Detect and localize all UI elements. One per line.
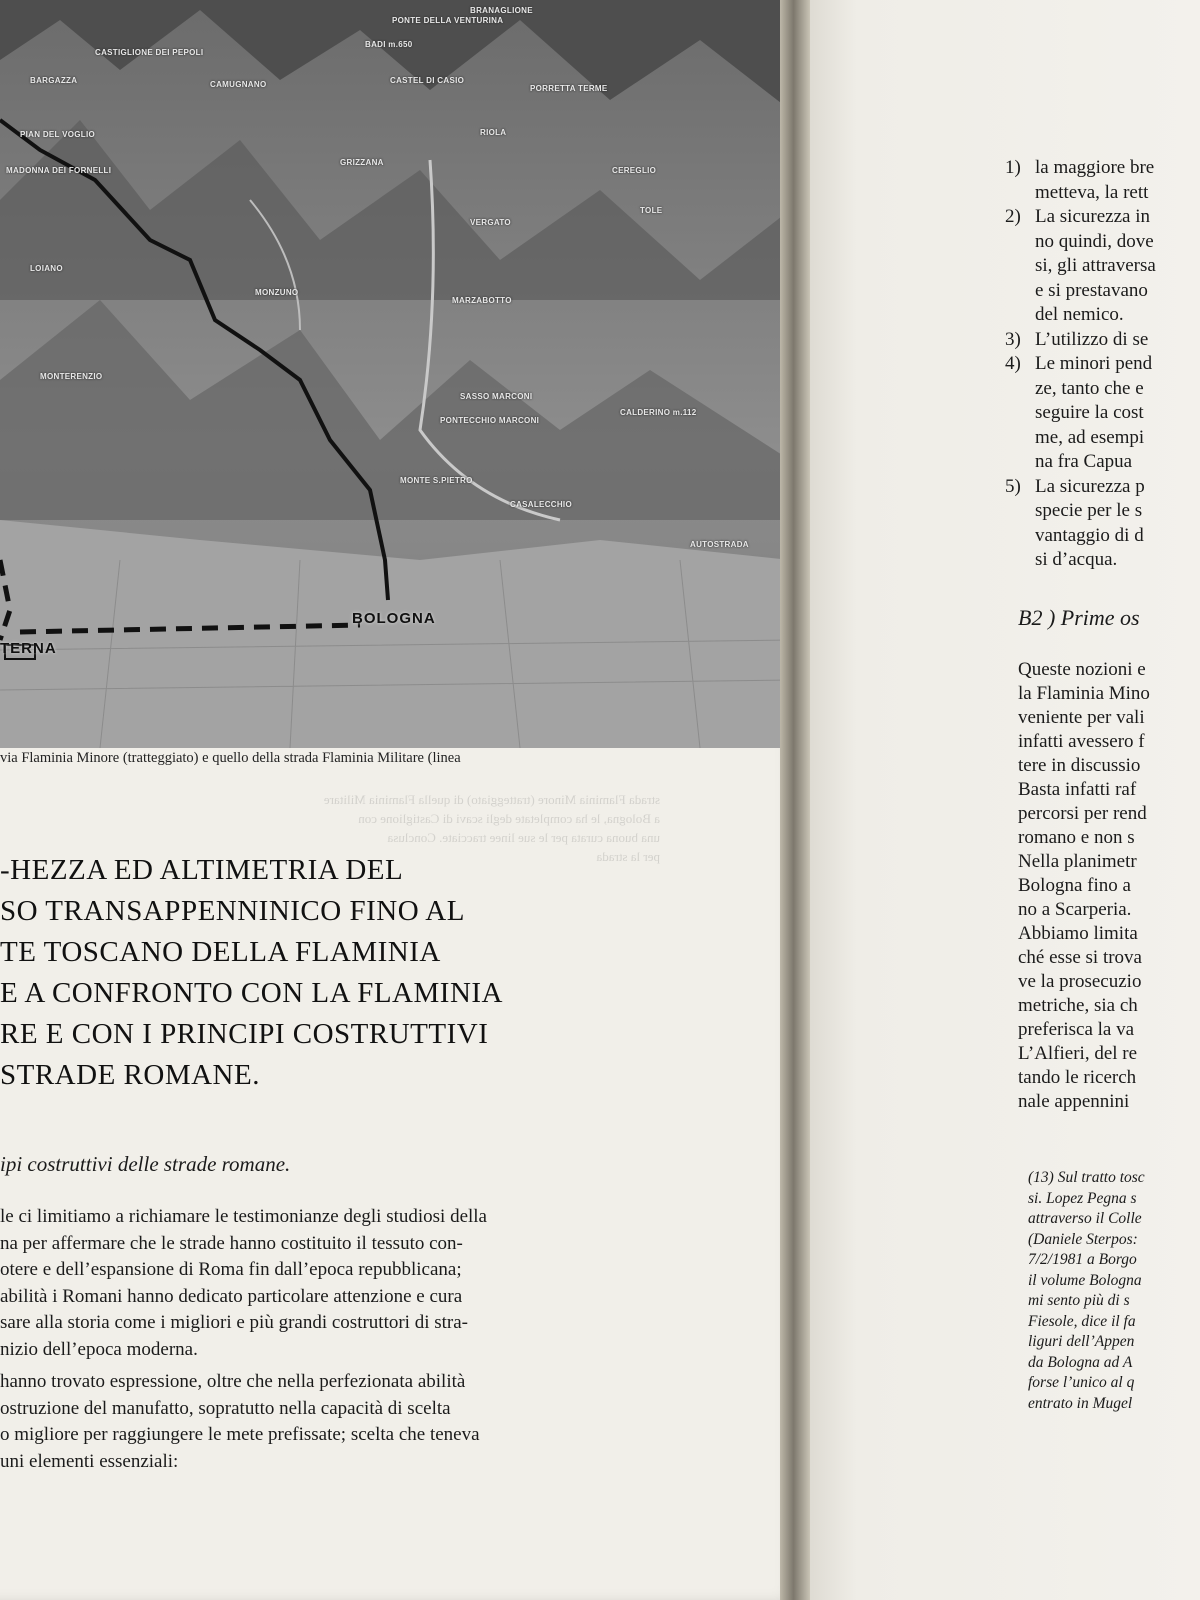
map-label: CALDERINO m.112 (620, 408, 697, 417)
list-number: 1) (1005, 157, 1021, 178)
list-item (1005, 205, 1156, 328)
footnote-line: mi sento più di s (1028, 1292, 1130, 1309)
map-label: PONTE DELLA VENTURINA (392, 16, 504, 25)
map-label: VERGATO (470, 218, 511, 227)
text-line: o migliore per raggiungere le mete prefissate; scelta che teneva (0, 1424, 480, 1445)
text-line: uni elementi essenziali: (0, 1450, 179, 1472)
list-line: vantaggio di d (1035, 524, 1144, 546)
map-label: TOLE (640, 206, 663, 215)
list-line: Le minori pend (1035, 353, 1153, 374)
list-line: L’utilizzo di se (1035, 328, 1149, 350)
text-line: Queste nozioni e (1018, 659, 1146, 680)
list-line: metteva, la rett (1035, 181, 1149, 203)
list-item (1005, 475, 1156, 573)
text-line: abilità i Romani hanno dedicato particolare attenzione e cura (0, 1285, 463, 1307)
text-line: nale appennini (1018, 1091, 1130, 1112)
heading-line: STRADE ROMANE. (0, 1059, 260, 1091)
footnote-line: forse l’unico al q (1028, 1374, 1135, 1391)
text-line: tando le ricerch (1018, 1067, 1137, 1088)
text-line: no a Scarperia. (1018, 899, 1132, 920)
text-line: metriche, sia ch (1018, 995, 1138, 1016)
right-page (810, 0, 1200, 1600)
footnote-line: il volume Bologna (1028, 1271, 1142, 1289)
text-line: Abbiamo limita (1018, 923, 1138, 944)
body-text-right (1018, 658, 1150, 1114)
text-line: Nella planimetr (1018, 851, 1137, 872)
list-item (1005, 352, 1156, 475)
list-line: La sicurezza in (1035, 206, 1150, 227)
footnote-line: (Daniele Sterpos: (1028, 1230, 1138, 1248)
map-label: PIAN DEL VOGLIO (20, 130, 96, 139)
text-line: nizio dell’epoca moderna. (0, 1338, 198, 1360)
text-line: hanno trovato espressione, oltre che nella perfezionata abilità (0, 1371, 466, 1392)
bleed-line: strada Flaminia Minore (tratteggiato) di quella Flaminia Militare (323, 792, 660, 807)
footnote-line: entrato in Mugel (1028, 1394, 1133, 1412)
text-line: preferisca la va (1018, 1019, 1135, 1040)
text-line: romano e non s (1018, 827, 1135, 848)
list-line: specie per le s (1035, 500, 1143, 521)
map-label: MONZUNO (255, 288, 299, 297)
footnote-line: si. Lopez Pegna s (1028, 1189, 1137, 1207)
section-heading (0, 850, 780, 1096)
footnote-line: liguri dell’Appen (1028, 1333, 1135, 1350)
list-line: seguire la cost (1035, 402, 1144, 423)
map-label: CASTIGLIONE DEI PEPOLI (95, 48, 204, 57)
book-gutter (780, 0, 810, 1600)
heading-line: TE TOSCANO DELLA FLAMINIA (0, 936, 441, 968)
footnote-line: attraverso il Colle (1028, 1210, 1142, 1227)
photo-caption: via Flaminia Minore (tratteggiato) e quello della strada Flaminia Militare (linea (0, 750, 461, 766)
map-label: PORRETTA TERME (530, 84, 608, 93)
map-city-label-bologna: BOLOGNA (352, 610, 436, 627)
list-line: si, gli attraversa (1035, 255, 1156, 276)
map-label: BARGAZZA (30, 76, 78, 85)
numbered-list (1005, 156, 1156, 573)
text-line: infatti avessero f (1018, 731, 1145, 752)
text-line: le ci limitiamo a richiamare le testimonianze degli studiosi della (0, 1206, 487, 1227)
list-number: 3) (1005, 328, 1021, 350)
list-line: del nemico. (1035, 304, 1124, 325)
bleed-line: a Bologna, le ha completate degli scavi di Castiglione con (358, 811, 660, 826)
text-line: sare alla storia come i migliori e più grandi costruttori di stra- (0, 1312, 469, 1333)
text-line: tere in discussio (1018, 755, 1141, 776)
list-line: no quindi, dove (1035, 230, 1154, 252)
text-line: ve la prosecuzio (1018, 971, 1142, 992)
text-line: Bologna fino a (1018, 875, 1131, 896)
map-label: LOIANO (30, 264, 63, 273)
section-b2-title: B2 ) Prime os (1018, 605, 1140, 630)
map-relief-drawing (0, 0, 790, 748)
map-label: BADI m.650 (365, 40, 413, 49)
list-line: e si prestavano (1035, 279, 1148, 301)
map-label: MARZABOTTO (452, 296, 512, 305)
footnote-line: 7/2/1981 a Borgo (1028, 1251, 1137, 1268)
list-line: ze, tanto che e (1035, 377, 1144, 399)
map-label: GRIZZANA (340, 158, 384, 167)
heading-line: RE E CON I PRINCIPI COSTRUTTIVI (0, 1018, 489, 1050)
list-number: 2) (1005, 206, 1021, 227)
heading-line: E A CONFRONTO CON LA FLAMINIA (0, 977, 503, 1009)
map-label: CASALECCHIO (510, 500, 572, 509)
text-line: otere e dell’espansione di Roma fin dall’epoca repubblicana; (0, 1259, 462, 1280)
map-label: CASTEL DI CASIO (390, 76, 465, 85)
map-label: RIOLA (480, 128, 507, 137)
map-label: TERNA (0, 640, 57, 657)
subsection-heading: ipi costruttivi delle strade romane. (0, 1152, 291, 1176)
text-line: ostruzione del manufatto, sopratutto nella capacità di scelta (0, 1397, 451, 1419)
list-number: 5) (1005, 475, 1021, 497)
map-label: PONTECCHIO MARCONI (440, 416, 540, 425)
list-line: me, ad esempi (1035, 426, 1145, 448)
heading-line: -HEZZA ED ALTIMETRIA DEL (0, 854, 404, 886)
map-label: SASSO MARCONI (460, 392, 533, 401)
list-line: si d’acqua. (1035, 549, 1118, 570)
footnote (1028, 1168, 1145, 1414)
list-line: La sicurezza p (1035, 475, 1145, 497)
footnote-line: da Bologna ad A (1028, 1353, 1133, 1371)
list-item (1005, 328, 1156, 353)
map-label: MONTE S.PIETRO (400, 476, 473, 485)
text-line: percorsi per rend (1018, 803, 1147, 824)
map-label: BRANAGLIONE (470, 6, 533, 15)
list-line: na fra Capua (1035, 451, 1133, 472)
list-item (1005, 156, 1156, 205)
footnote-line: (13) Sul tratto tosc (1028, 1169, 1145, 1186)
aerial-relief-map-photo (0, 0, 790, 748)
text-line: Basta infatti raf (1018, 779, 1137, 800)
text-line: la Flaminia Mino (1018, 683, 1150, 704)
map-label: CEREGLIO (612, 166, 657, 175)
text-line: L’Alfieri, del re (1018, 1043, 1138, 1064)
text-line: veniente per vali (1018, 707, 1145, 728)
body-text-left (0, 1204, 800, 1475)
map-label: MONTERENZIO (40, 372, 103, 381)
list-number: 4) (1005, 353, 1021, 374)
bleed-line: per la strada (596, 849, 660, 864)
map-label: MADONNA DEI FORNELLI (6, 166, 112, 175)
footnote-line: Fiesole, dice il fa (1028, 1312, 1136, 1330)
text-line: ché esse si trova (1018, 947, 1142, 968)
text-line: na per affermare che le strade hanno costituito il tessuto con- (0, 1232, 463, 1254)
list-line: la maggiore bre (1035, 157, 1155, 178)
map-label: CAMUGNANO (210, 80, 267, 89)
map-label: AUTOSTRADA (690, 540, 749, 549)
heading-line: SO TRANSAPPENNINICO FINO AL (0, 895, 465, 927)
bleed-line: una buona curata per le sue linee tracciate. Conclusa (387, 830, 660, 845)
